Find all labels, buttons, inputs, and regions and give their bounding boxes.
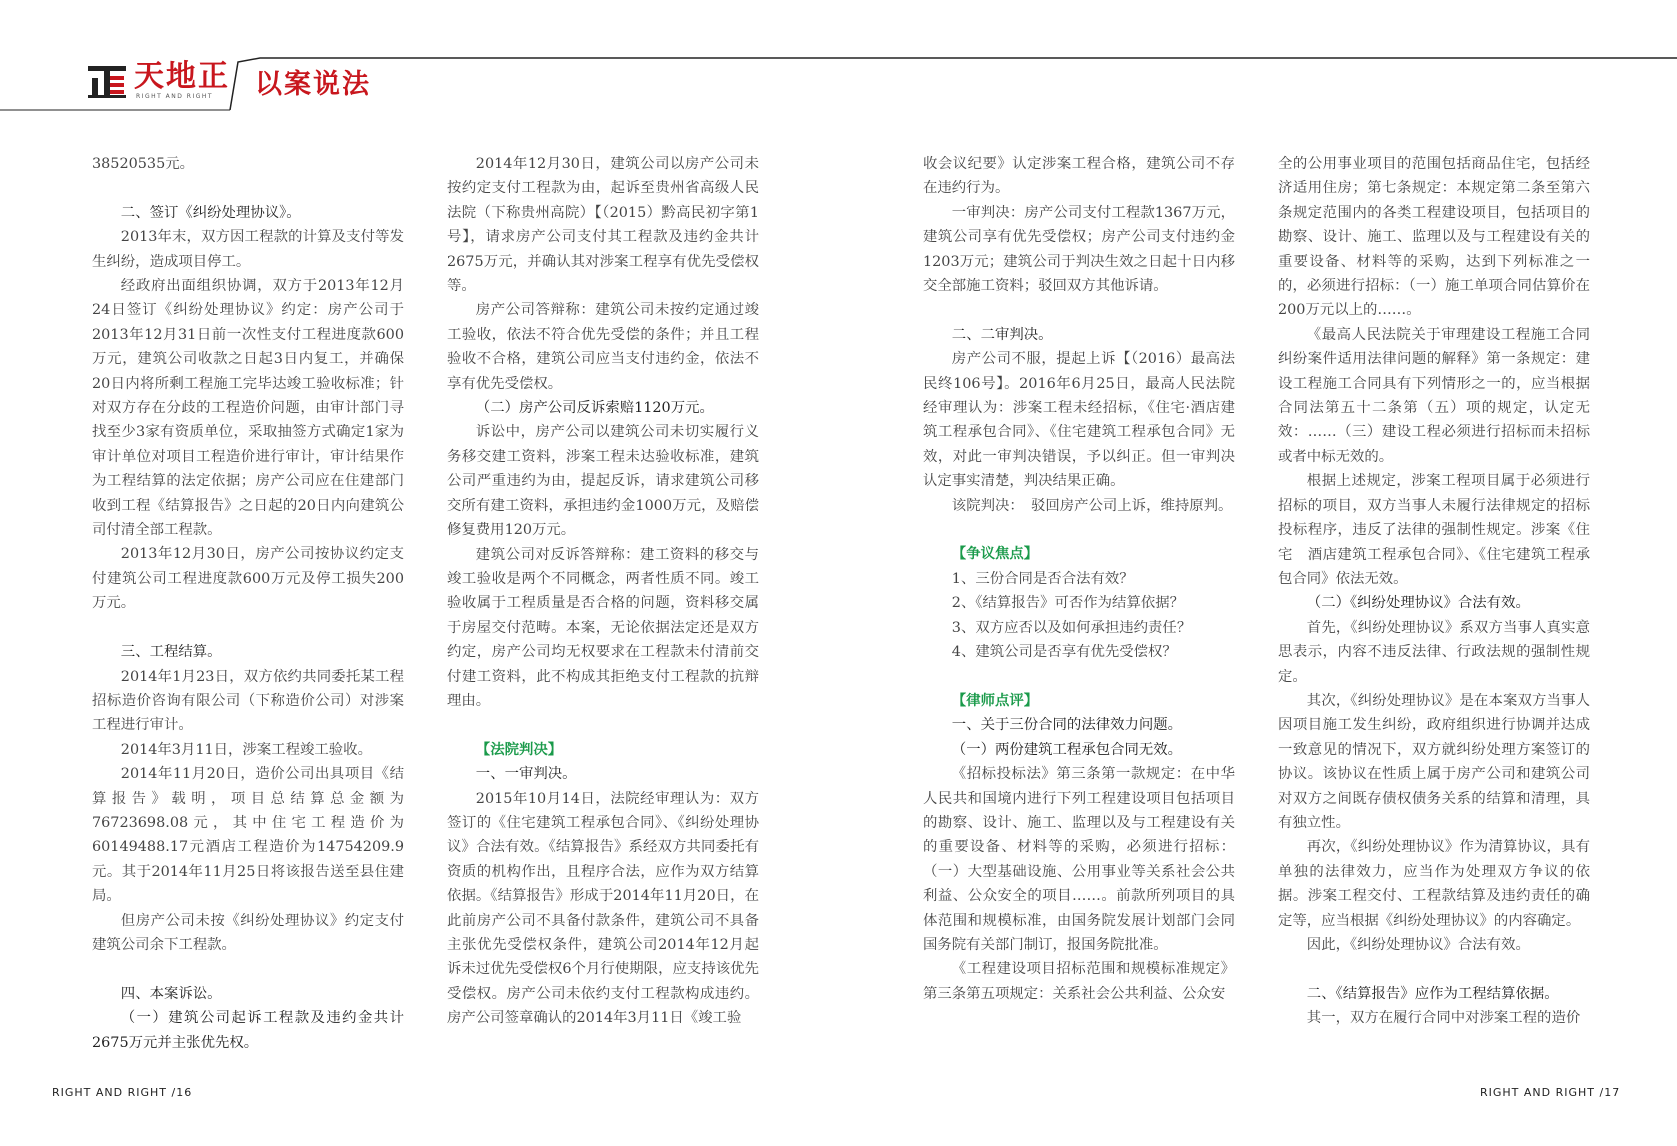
paragraph: 4、建筑公司是否享有优先受偿权？ — [951, 644, 1177, 661]
paragraph: 《招标投标法》第三条第一款规定：在中华人民共和国境内进行下列工程建设项目包括项目的勘察、设计、施工、监理以及与工程建设有关的重要设备、材料等的采购，必须进行招标：（一）大型基础设施、公用事业等关系社会公共利益、公众安全的项目……。前款所列项目的具体范围和规模标准，由国务院发展计划部门会同国务院有关部门制订，报国务院批准。 — [923, 766, 1235, 953]
section-heading: 【争议焦点】 — [951, 545, 1039, 563]
section-title: 以案说法 — [255, 69, 371, 100]
paragraph: 《工程建设项目招标范围和规模标准规定》第三条第五项规定：关系社会公共利益、公众安 — [923, 961, 1235, 1002]
subheading: 二、二审判决。 — [951, 326, 1053, 343]
text-column-4 — [1278, 152, 1590, 1031]
paragraph: 1、三份合同是否合法有效？ — [951, 570, 1134, 587]
subheading: 一、关于三份合同的法律效力问题。 — [951, 717, 1183, 734]
text-column-2 — [447, 152, 759, 1031]
subheading: （一）建筑公司起诉工程款及违约金共计2675万元并主张优先权。 — [92, 1010, 404, 1051]
paragraph: 2014年1月23日，双方依约共同委托某工程招标造价咨询有限公司（下称造价公司）对涉案工程进行审计。 — [92, 668, 404, 734]
text-column-3 — [923, 152, 1235, 1006]
paragraph: 其次，《纠纷处理协议》是在本案双方当事人因项目施工发生纠纷，政府组织进行协调并达成一致意见的情况下，双方就纠纷处理方案签订的协议。该协议在性质上属于房产公司和建筑公司对双方之间既存债权债务关系的结算和清理，具有独立性。 — [1278, 692, 1590, 831]
paragraph: 因此，《纠纷处理协议》合法有效。 — [1306, 937, 1530, 953]
paragraph: 根据上述规定，涉案工程项目属于必须进行招标的项目，双方当事人未履行法律规定的招标投标程序，违反了法律的强制性规定。涉案《住宅 酒店建筑工程承包合同》、《住宅建筑工程承包合同》依法无效。 — [1278, 473, 1590, 587]
subheading: 一、一审判决。 — [475, 766, 577, 783]
subheading: 三、工程结算。 — [120, 644, 222, 661]
brand-name: 天地正 — [134, 59, 230, 94]
paragraph: 诉讼中，房产公司以建筑公司未切实履行义务移交建工资料，涉案工程未达验收标准，建筑公司严重违约为由，提起反诉，请求建筑公司移交所有建工资料，承担违约金1000万元，及赔偿修复费用120万元。 — [447, 424, 759, 539]
paragraph: 经政府出面组织协调，双方于2013年12月24日签订《纠纷处理协议》约定：房产公司于2013年12月31日前一次性支付工程进度款600万元，建筑公司收款之日起3日内复工，并确保20日内将所剩工程施工完毕达竣工验收标准；针对双方存在分歧的工程造价问题，由审计部门寻找至少3家有资质单位，采取抽签方式确定1家为审计单位对项目工程造价进行审计，审计结果作为工程结算的法定依据；房产公司应在住建部门收到工程《结算报告》之日起的20日内向建筑公司付清全部工程款。 — [92, 278, 404, 539]
subheading: （二）《纠纷处理协议》合法有效。 — [1306, 595, 1530, 612]
text-column-1 — [92, 152, 404, 1055]
footer-page-left: RIGHT AND RIGHT /16 — [52, 1086, 193, 1099]
paragraph: 38520535元。 — [92, 156, 195, 172]
paragraph: 一审判决：房产公司支付工程款1367万元，建筑公司享有优先受偿权；房产公司支付违约金1203万元；建筑公司于判决生效之日起十日内移交全部施工资料；驳回双方其他诉请。 — [923, 204, 1235, 295]
section-heading: 【法院判决】 — [475, 740, 563, 758]
paragraph: 房产公司不服，提起上诉【（2016）最高法民终106号】。2016年6月25日，最高人民法院经审理认为：涉案工程未经招标，《住宅·酒店建筑工程承包合同》、《住宅建筑工程承包合同》无效，对此一审判决错误，予以纠正。但一审判决认定事实清楚，判决结果正确。 — [923, 351, 1235, 490]
paragraph: 2013年末，双方因工程款的计算及支付等发生纠纷，造成项目停工。 — [92, 229, 404, 270]
paragraph: 2014年3月11日，涉案工程竣工验收。 — [120, 741, 372, 758]
paragraph: 建筑公司对反诉答辩称：建工资料的移交与竣工验收是两个不同概念，两者性质不同。竣工验收属于工程质量是否合格的问题，资料移交属于房屋交付范畴。本案，无论依据法定还是双方约定，房产公司均无权要求在工程款未付清前交付建工资料，此不构成其拒绝支付工程款的抗辩理由。 — [447, 546, 759, 709]
paragraph: 首先，《纠纷处理协议》系双方当事人真实意思表示，内容不违反法律、行政法规的强制性规定。 — [1278, 619, 1590, 685]
subheading: 四、本案诉讼。 — [120, 985, 222, 1002]
paragraph: 该院判决： 驳回房产公司上诉，维持原判。 — [951, 497, 1233, 514]
section-heading: 【律师点评】 — [951, 691, 1039, 709]
logo-mark-icon — [88, 66, 126, 98]
subheading: 二、签订《纠纷处理协议》。 — [120, 204, 301, 221]
subheading: 二、《结算报告》应作为工程结算依据。 — [1306, 985, 1559, 1002]
subheading: （二）房产公司反诉索赔1120万元。 — [475, 400, 714, 417]
subheading: （一）两份建筑工程承包合同无效。 — [951, 741, 1183, 758]
paragraph: 2014年11月20日，造价公司出具项目《结算报告》载明，项目总结算总金额为76723698.08元，其中住宅工程造价为60149488.17元酒店工程造价为14754209.9元。其于2014年11月25日将该报告送至县住建局。 — [92, 766, 404, 905]
paragraph: 2014年12月30日，建筑公司以房产公司未按约定支付工程款为由，起诉至贵州省高级人民法院（下称贵州高院）【（2015）黔高民初字第1号】，请求房产公司支付其工程款及违约金共计2675万元，并确认其对涉案工程享有优先受偿权等。 — [447, 156, 759, 295]
header-rule — [0, 0, 1677, 120]
brand-subtitle: RIGHT AND RIGHT — [136, 93, 214, 100]
paragraph: 再次，《纠纷处理协议》作为清算协议，具有单独的法律效力，应当作为处理双方争议的依据。涉案工程交付、工程款结算及违约责任的确定等，应当根据《纠纷处理协议》的内容确定。 — [1278, 839, 1590, 929]
paragraph: 2、《结算报告》可否作为结算依据？ — [951, 595, 1185, 612]
paragraph: 2013年12月30日，房产公司按协议约定支付建筑公司工程进度款600万元及停工损失200万元。 — [92, 546, 404, 612]
paragraph: 2015年10月14日，法院经审理认为：双方签订的《住宅建筑工程承包合同》、《纠纷处理协议》合法有效。《结算报告》系经双方共同委托有资质的机构作出，且程序合法，应作为双方结算依据。《结算报告》形成于2014年11月20日，在此前房产公司不具备付款条件，建筑公司不具备主张优先受偿权条件，建筑公司2014年12月起诉未过优先受偿权6个月行使期限，应支持该优先受偿权。房产公司未依约支付工程款构成违约。房产公司签章确认的2014年3月11日《竣工验 — [447, 790, 759, 1027]
footer-page-right: RIGHT AND RIGHT /17 — [1480, 1086, 1621, 1099]
paragraph: 3、双方应否以及如何承担违约责任？ — [951, 619, 1192, 636]
paragraph: 其一，双方在履行合同中对涉案工程的造价 — [1306, 1010, 1581, 1027]
paragraph: 房产公司答辩称：建筑公司未按约定通过竣工验收，依法不符合优先受偿的条件；并且工程验收不合格，建筑公司应当支付违约金，依法不享有优先受偿权。 — [447, 302, 759, 392]
paragraph: 但房产公司未按《纠纷处理协议》约定支付建筑公司余下工程款。 — [92, 912, 404, 953]
paragraph: 收会议纪要》认定涉案工程合格，建筑公司不存在违约行为。 — [923, 156, 1235, 197]
page-header — [0, 0, 1677, 120]
paragraph: 全的公用事业项目的范围包括商品住宅，包括经济适用住房；第七条规定：本规定第二条至第六条规定范围内的各类工程建设项目，包括项目的勘察、设计、施工、监理以及与工程建设有关的重要设备、材料等的采购，达到下列标准之一的，必须进行招标：（一）施工单项合同估算价在200万元以上的……。 — [1278, 156, 1590, 319]
paragraph: 《最高人民法院关于审理建设工程施工合同纠纷案件适用法律问题的解释》第一条规定：建设工程施工合同具有下列情形之一的，应当根据合同法第五十二条第（五）项的规定，认定无效：……（三）建设工程必须进行招标而未招标或者中标无效的。 — [1278, 326, 1590, 465]
